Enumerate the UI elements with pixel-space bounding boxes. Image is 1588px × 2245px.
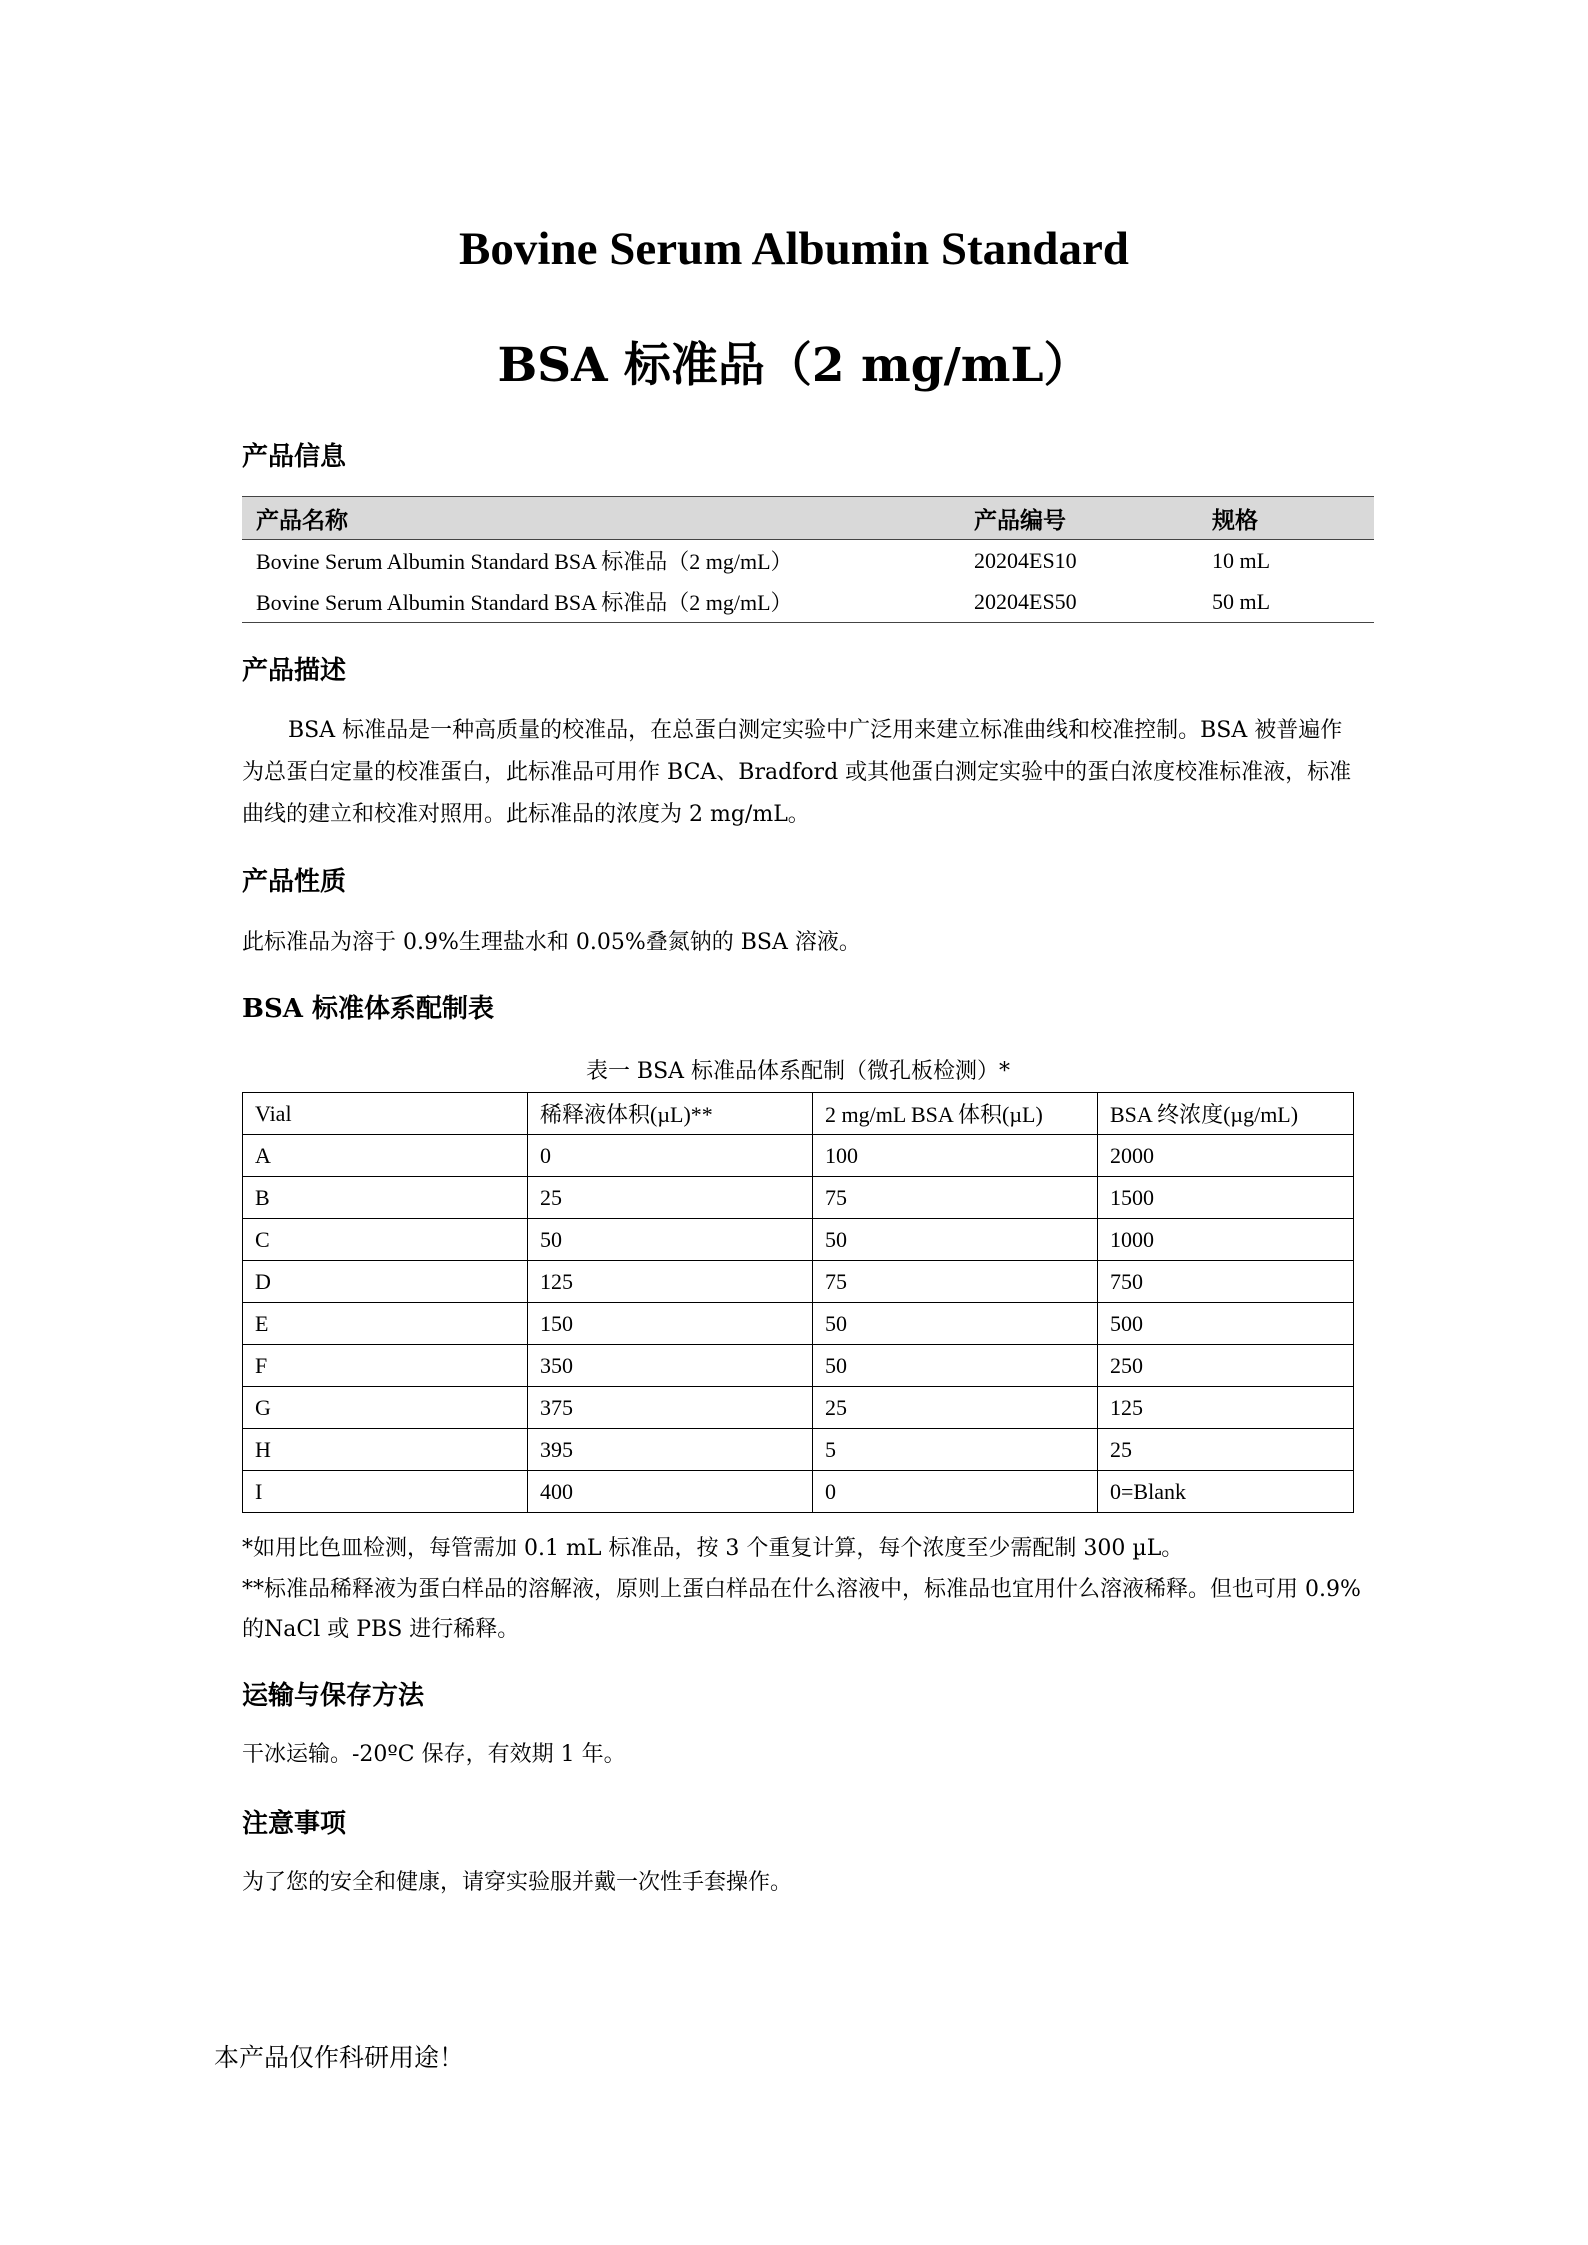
table-row <box>243 1303 1354 1345</box>
table-row <box>242 540 1374 582</box>
table-row <box>243 1345 1354 1387</box>
footnote-cuvette: *如用比色皿检测，每管需加 0.1 mL 标准品，按 3 个重复计算，每个浓度至少需配制 300 µL。 <box>242 1536 1184 1561</box>
table-header-row <box>242 497 1374 540</box>
table-cell: 150 <box>528 1303 813 1345</box>
heading-notes: 注意事项 <box>242 1809 347 1839</box>
table-cell: 350 <box>528 1345 813 1387</box>
table-cell: 25 <box>813 1387 1098 1429</box>
research-use-only-notice: 本产品仅作科研用途！ <box>214 2043 465 2072</box>
column-header: 产品编号 <box>960 497 1198 540</box>
table-cell: 25 <box>1098 1429 1354 1471</box>
description-paragraph: BSA 标准品是一种高质量的校准品，在总蛋白测定实验中广泛用来建立标准曲线和校准控制。BSA 被普遍作为总蛋白定量的校准蛋白，此标准品可用作 BCA、Bradford 或其他蛋白测定实验中的蛋白浓度校准标准液，标准曲线的建立和校准对照用。此标准品的浓度为 2 mg/mL。 <box>242 718 1352 827</box>
table-row <box>243 1177 1354 1219</box>
table-cell: C <box>243 1219 528 1261</box>
table-cell: E <box>243 1303 528 1345</box>
storage-paragraph: 干冰运输。-20ºC 保存，有效期 1 年。 <box>242 1742 626 1767</box>
table-cell: I <box>243 1471 528 1513</box>
table-cell: 0 <box>528 1135 813 1177</box>
footnote-diluent: **标准品稀释液为蛋白样品的溶解液，原则上蛋白样品在什么溶液中，标准品也宜用什么溶液稀释。但也可用 0.9%的NaCl 或 PBS 进行稀释。 <box>242 1577 1361 1642</box>
column-header: 2 mg/mL BSA 体积(µL) <box>813 1093 1098 1135</box>
bsa-dilution-table <box>242 1092 1354 1513</box>
table-row <box>243 1387 1354 1429</box>
table-cell: Bovine Serum Albumin Standard BSA 标准品（2 mg/mL） <box>242 581 960 623</box>
heading-properties: 产品性质 <box>242 867 347 897</box>
column-header: BSA 终浓度(µg/mL) <box>1098 1093 1354 1135</box>
table-cell: 395 <box>528 1429 813 1471</box>
column-header: 规格 <box>1198 497 1374 540</box>
table-cell: H <box>243 1429 528 1471</box>
table-cell: 20204ES10 <box>974 547 1077 573</box>
table-cell: 0=Blank <box>1098 1471 1354 1513</box>
table-caption: 表一 BSA 标准品体系配制（微孔板检测）* <box>585 1059 1011 1084</box>
table-row <box>243 1219 1354 1261</box>
table-cell: 20204ES50 <box>960 581 1198 623</box>
table-cell: 75 <box>813 1177 1098 1219</box>
table-cell: 50 <box>528 1219 813 1261</box>
table-cell: D <box>243 1261 528 1303</box>
table-cell: 50 <box>813 1303 1098 1345</box>
table-cell: 750 <box>1098 1261 1354 1303</box>
table-cell: 50 mL <box>1198 581 1374 623</box>
heading-description: 产品描述 <box>242 656 347 686</box>
title-english: Bovine Serum Albumin Standard <box>459 223 1129 275</box>
table-cell: 100 <box>813 1135 1098 1177</box>
table-cell: 10 mL <box>1212 547 1271 573</box>
table-cell: 50 <box>813 1345 1098 1387</box>
heading-product-info: 产品信息 <box>242 442 347 472</box>
table-row <box>242 581 1374 623</box>
table-cell: A <box>243 1135 528 1177</box>
table-cell: 125 <box>528 1261 813 1303</box>
table-header-row <box>243 1093 1354 1135</box>
table-cell: 250 <box>1098 1345 1354 1387</box>
notes-paragraph: 为了您的安全和健康，请穿实验服并戴一次性手套操作。 <box>242 1870 793 1895</box>
table-cell: 5 <box>813 1429 1098 1471</box>
table-cell: 500 <box>1098 1303 1354 1345</box>
table-cell: G <box>243 1387 528 1429</box>
table-cell: F <box>243 1345 528 1387</box>
table-cell: B <box>243 1177 528 1219</box>
table-cell: 375 <box>528 1387 813 1429</box>
table-row <box>243 1135 1354 1177</box>
table-row <box>243 1261 1354 1303</box>
product-info-table <box>242 496 1374 623</box>
table-cell: 1000 <box>1098 1219 1354 1261</box>
column-header: Vial <box>243 1093 528 1135</box>
column-header: 产品名称 <box>242 497 960 540</box>
table-cell: 50 <box>813 1219 1098 1261</box>
table-cell: 125 <box>1098 1387 1354 1429</box>
heading-bsa-table: BSA 标准体系配制表 <box>242 994 494 1024</box>
table-row <box>243 1429 1354 1471</box>
properties-paragraph: 此标准品为溶于 0.9%生理盐水和 0.05%叠氮钠的 BSA 溶液。 <box>242 930 861 955</box>
table-cell: 75 <box>813 1261 1098 1303</box>
table-cell: 25 <box>528 1177 813 1219</box>
table-cell: 400 <box>528 1471 813 1513</box>
table-cell: Bovine Serum Albumin Standard BSA 标准品（2 mg/mL） <box>256 549 793 574</box>
table-cell: 1500 <box>1098 1177 1354 1219</box>
table-cell: 2000 <box>1098 1135 1354 1177</box>
table-row <box>243 1471 1354 1513</box>
title-chinese: BSA 标准品（2 mg/mL） <box>497 338 1091 393</box>
table-cell: 0 <box>813 1471 1098 1513</box>
column-header: 稀释液体积(µL)** <box>528 1093 813 1135</box>
heading-storage: 运输与保存方法 <box>242 1681 425 1711</box>
